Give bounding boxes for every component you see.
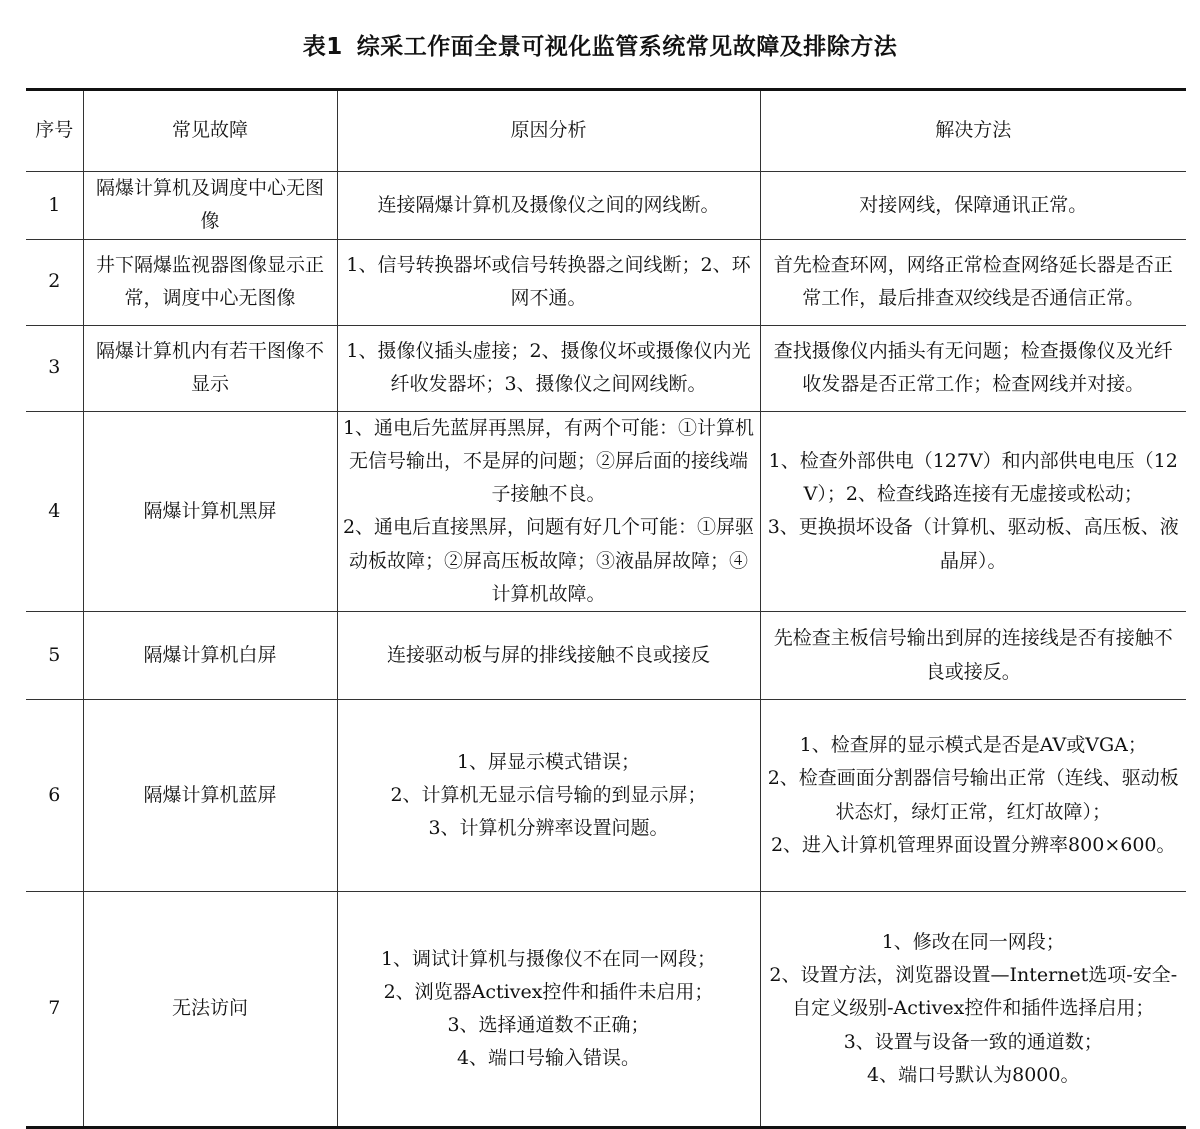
cause-line: 2、计算机无显示信号输的到显示屏； [390, 783, 707, 806]
row-fault: 隔爆计算机内有若干图像不显示 [83, 325, 337, 411]
row-fault: 无法访问 [83, 892, 337, 1128]
row-no: 7 [26, 892, 83, 1128]
solution-line: 首先检查环网，网络正常检查网络延长器是否正常工作，最后排查双绞线是否通信正常。 [773, 253, 1173, 309]
cause-line: 1、屏显示模式错误； [456, 750, 641, 773]
solution-line: 查找摄像仪内插头有无问题；检查摄像仪及光纤收发器是否正常工作；检查网线并对接。 [773, 339, 1173, 395]
table-title [0, 28, 1200, 61]
solution-line: 对接网线，保障通讯正常。 [859, 193, 1088, 216]
table-row [26, 612, 1186, 700]
row-fault: 隔爆计算机白屏 [83, 612, 337, 700]
solution-line: 2、检查画面分割器信号输出正常（连线、驱动板状态灯，绿灯正常，红灯故障）； [767, 767, 1179, 823]
header-row [26, 90, 1186, 172]
cause-line: 2、通电后直接黑屏，问题有好几个可能：①屏驱动板故障；②屏高压板故障；③液晶屏故障；④计算机故障。 [342, 516, 755, 605]
solution-line: 2、进入计算机管理界面设置分辨率800×600。 [770, 833, 1176, 856]
row-cause [337, 700, 760, 892]
table-row [26, 411, 1186, 612]
row-cause [337, 239, 760, 325]
cause-line: 连接隔爆计算机及摄像仪之间的网线断。 [377, 193, 720, 216]
table-label: 表1 [302, 34, 343, 60]
row-cause [337, 325, 760, 411]
row-fault: 井下隔爆监视器图像显示正常，调度中心无图像 [83, 239, 337, 325]
row-no: 4 [26, 411, 83, 612]
row-no: 1 [26, 172, 83, 240]
header-fault: 常见故障 [83, 90, 337, 172]
cause-line: 4、端口号输入错误。 [456, 1047, 641, 1070]
row-solution [760, 892, 1186, 1128]
table-row [26, 892, 1186, 1128]
row-solution [760, 700, 1186, 892]
row-cause [337, 411, 760, 612]
table-row [26, 239, 1186, 325]
cause-line: 1、通电后先蓝屏再黑屏，有两个可能：①计算机无信号输出，不是屏的问题；②屏后面的接线端子接触不良。 [342, 416, 755, 505]
row-cause [337, 172, 760, 240]
row-no: 2 [26, 239, 83, 325]
header-cause: 原因分析 [337, 90, 760, 172]
table-title-text: 综采工作面全景可视化监管系统常见故障及排除方法 [356, 34, 898, 60]
solution-line: 先检查主板信号输出到屏的连接线是否有接触不良或接反。 [773, 627, 1173, 683]
row-no: 6 [26, 700, 83, 892]
cause-line: 1、摄像仪插头虚接；2、摄像仪坏或摄像仪内光纤收发器坏；3、摄像仪之间网线断。 [346, 339, 751, 395]
row-solution [760, 239, 1186, 325]
header-solution: 解决方法 [760, 90, 1186, 172]
row-cause [337, 892, 760, 1128]
row-solution [760, 172, 1186, 240]
solution-line: 3、设置与设备一致的通道数； [843, 1030, 1103, 1053]
table-row [26, 700, 1186, 892]
cause-line: 3、计算机分辨率设置问题。 [428, 817, 669, 840]
faults-table [26, 88, 1186, 1129]
row-fault: 隔爆计算机及调度中心无图像 [83, 172, 337, 240]
cause-line: 1、调试计算机与摄像仪不在同一网段； [380, 947, 717, 970]
row-solution [760, 612, 1186, 700]
row-cause [337, 612, 760, 700]
header-no: 序号 [26, 90, 83, 172]
solution-line: 2、设置方法，浏览器设置—Internet选项-安全-自定义级别-Activex控件和插件选择启用； [769, 964, 1178, 1020]
row-solution [760, 325, 1186, 411]
row-fault: 隔爆计算机黑屏 [83, 411, 337, 612]
cause-line: 连接驱动板与屏的排线接触不良或接反 [386, 643, 710, 666]
solution-line: 3、更换损坏设备（计算机、驱动板、高压板、液晶屏）。 [767, 516, 1179, 572]
row-no: 5 [26, 612, 83, 700]
cause-line: 2、浏览器Activex控件和插件未启用； [383, 980, 714, 1003]
cause-line: 1、信号转换器坏或信号转换器之间线断；2、环网不通。 [346, 253, 751, 309]
row-fault: 隔爆计算机蓝屏 [83, 700, 337, 892]
row-no: 3 [26, 325, 83, 411]
solution-line: 1、修改在同一网段； [881, 930, 1065, 953]
solution-line: 1、检查屏的显示模式是否是AV或VGA； [799, 734, 1147, 756]
solution-line: 4、端口号默认为8000。 [867, 1063, 1080, 1086]
table-row [26, 325, 1186, 411]
row-solution [760, 411, 1186, 612]
cause-line: 3、选择通道数不正确； [447, 1014, 650, 1036]
solution-line: 1、检查外部供电（127V）和内部供电电压（12V）；2、检查线路连接有无虚接或松动； [768, 449, 1178, 505]
table-row [26, 172, 1186, 240]
